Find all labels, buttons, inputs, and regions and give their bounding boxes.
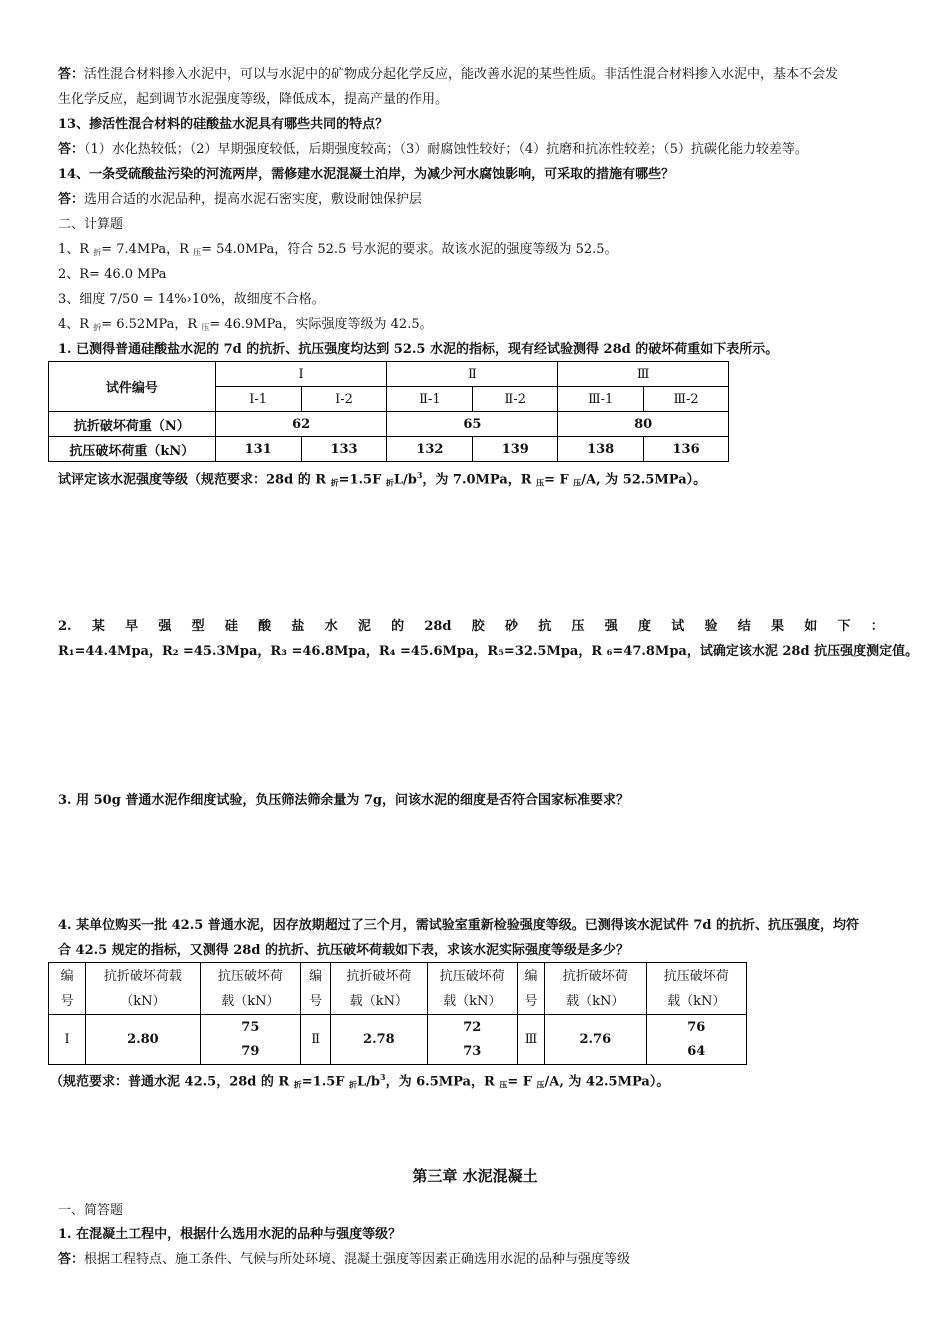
justified-word: 抗 [538, 619, 552, 634]
table-row [49, 412, 729, 437]
answer-label: 答： [58, 1252, 85, 1267]
problem-1: 1. 已测得普通硅酸盐水泥的 7d 的抗折、抗压强度均达到 52.5 水泥的指标，现有经试验测得 28d 的破坏荷重如下表所示。 [58, 342, 779, 357]
problem-4-line-1: 4. 某单位购买一批 42.5 普通水泥，因存放期超过了三个月，需试验室重新检验强度等级。已测得该水泥试件 7d 的抗折、抗压强度，均符 [58, 918, 859, 933]
specimen-header: Ⅲ-2 [644, 387, 729, 412]
table-cell: 132 [387, 437, 473, 462]
row-label: 抗折破坏荷重（N） [49, 412, 216, 437]
table-cell: 138 [558, 437, 644, 462]
answer-14 [58, 187, 898, 212]
table-cell: 65 [387, 412, 558, 437]
justified-word: 盐 [291, 619, 305, 634]
justified-word: 型 [191, 619, 205, 634]
table-cell: 139 [473, 437, 558, 462]
table-cell: 133 [301, 437, 387, 462]
specimen-header: Ⅱ-1 [387, 387, 473, 412]
answer-text: 选用合适的水泥品种，提高水泥石密实度，敷设耐蚀保护层 [84, 192, 423, 207]
table-cell: 62 [215, 412, 387, 437]
justified-word: 结 [737, 619, 751, 634]
justified-word: 强 [604, 619, 618, 634]
calc-answer-4: 4、R 折= 6.52MPa，R 压= 46.9MPa，实际强度等级为 42.5。 [58, 317, 433, 332]
answer-text: （1）水化热较低；（2）早期强度较低，后期强度较高；（3）耐腐蚀性较好；（4）抗磨和抗冻性较差；（5）抗碳化能力较差等。 [84, 142, 808, 157]
justified-word: 2. [58, 619, 72, 634]
justified-word: 早 [125, 619, 139, 634]
table-corner-header: 试件编号 [49, 362, 216, 412]
answer-label: 答： [58, 192, 85, 207]
header-comp: 抗压破坏荷 载（kN） [646, 963, 747, 1015]
justified-word: 验 [704, 619, 718, 634]
justified-word: 酸 [258, 619, 272, 634]
row-label: 抗压破坏荷重（kN） [49, 437, 216, 462]
chapter-answer-1 [58, 1247, 898, 1272]
problem-4-line-2: 合 42.5 规定的指标，又测得 28d 的抗折、抗压破坏荷载如下表，求该水泥实际强度等级是多少？ [58, 943, 629, 958]
header-flex: 抗折破坏荷 载（kN） [331, 963, 427, 1015]
problem-4-requirement: （规范要求：普通水泥 42.5，28d 的 R 折=1.5F 折$L/b^3$，为 6.5MPa，R 压= F 压/A, 为 42.5MPa）。 [50, 1072, 670, 1090]
specimen-header: Ⅲ-1 [558, 387, 644, 412]
justified-word: 砂 [504, 619, 518, 634]
justified-word: ： [870, 619, 884, 634]
justified-word: 压 [571, 619, 585, 634]
answer-text: 根据工程特点、施工条件、气候与所处环境、混凝土强度等因素正确选用水泥的品种与强度等级 [84, 1252, 631, 1267]
load-table-1 [48, 361, 729, 462]
table-cell: 80 [558, 412, 729, 437]
header-id: 编 号 [49, 963, 86, 1015]
answer-label: 答： [58, 142, 85, 157]
answer-label: 答： [58, 67, 85, 82]
flex-value: 2.76 [545, 1015, 646, 1065]
answer-text: 活性混合材料掺入水泥中，可以与水泥中的矿物成分起化学反应，能改善水泥的某些性质。非活性混合材料掺入水泥中，基本不会发 [84, 67, 839, 82]
chapter-question-1: 1. 在混凝土工程中，根据什么选用水泥的品种与强度等级？ [58, 1227, 402, 1242]
table-cell: 136 [644, 437, 729, 462]
justified-word: 泥 [357, 619, 371, 634]
comp-values: 75 79 [200, 1015, 300, 1065]
problem-3: 3. 用 50g 普通水泥作细度试验，负压筛法筛余量为 7g，问该水泥的细度是否符合国家标准要求？ [58, 793, 629, 808]
section-calc-heading: 二、计算题 [58, 217, 124, 232]
justified-line [58, 614, 884, 639]
row-id: Ⅰ [49, 1015, 86, 1065]
answer-13 [58, 137, 898, 162]
header-flex: 抗折破坏荷 载（kN） [545, 963, 646, 1015]
problem-2-line-2: R₁=44.4Mpa，R₂ =45.3Mpa，R₃ =46.8Mpa，R₄ =45.6Mpa，R₅=32.5Mpa，R ₆=47.8Mpa，试确定该水泥 28d 抗压强度测定值。 [58, 644, 919, 659]
header-comp: 抗压破坏荷 载（kN） [427, 963, 517, 1015]
header-flex: 抗折破坏荷载 （kN） [86, 963, 200, 1015]
row-id: Ⅲ [517, 1015, 544, 1065]
justified-word: 试 [671, 619, 685, 634]
load-table-2 [48, 962, 747, 1065]
question-14: 14、一条受硫酸盐污染的河流两岸，需修建水泥混凝土泊岸，为减少河水腐蚀影响，可采取的措施有哪些？ [58, 167, 675, 182]
question-13: 13、掺活性混合材料的硅酸盐水泥具有哪些共同的特点？ [58, 117, 389, 132]
justified-word: 胶 [471, 619, 485, 634]
justified-word: 强 [158, 619, 172, 634]
table-row [49, 437, 729, 462]
group-header: Ⅰ [215, 362, 387, 387]
justified-word: 如 [804, 619, 818, 634]
header-id: 编 号 [517, 963, 544, 1015]
group-header: Ⅱ [387, 362, 558, 387]
row-id: Ⅱ [301, 1015, 331, 1065]
answer-line-1 [58, 62, 898, 87]
calc-answer-1: 1、R 折= 7.4MPa，R 压= 54.0MPa，符合 52.5 号水泥的要求。故该水泥的强度等级为 52.5。 [58, 242, 618, 257]
header-id: 编 号 [301, 963, 331, 1015]
justified-word: 度 [637, 619, 651, 634]
table-row [49, 1015, 747, 1065]
calc-answer-3: 3、细度 7/50 = 14%›10%，故细度不合格。 [58, 292, 325, 307]
flex-value: 2.78 [331, 1015, 427, 1065]
flex-value: 2.80 [86, 1015, 200, 1065]
justified-word: 某 [91, 619, 105, 634]
chapter-title: 第三章 水泥混凝土 [412, 1167, 538, 1185]
justified-word: 的 [391, 619, 405, 634]
answer-line-2: 生化学反应，起到调节水泥强度等级，降低成本，提高产量的作用。 [58, 92, 449, 107]
justified-word: 28d [424, 619, 452, 634]
specimen-header: Ⅰ-2 [301, 387, 387, 412]
table-cell: 131 [215, 437, 301, 462]
specimen-header: Ⅱ-2 [473, 387, 558, 412]
calc-answer-2: 2、R= 46.0 MPa [58, 267, 167, 282]
header-comp: 抗压破坏荷 载（kN） [200, 963, 300, 1015]
justified-word: 果 [770, 619, 784, 634]
justified-word: 下 [837, 619, 851, 634]
comp-values: 72 73 [427, 1015, 517, 1065]
justified-word: 硅 [224, 619, 238, 634]
comp-values: 76 64 [646, 1015, 747, 1065]
group-header: Ⅲ [558, 362, 729, 387]
problem-1-requirement: 试评定该水泥强度等级（规范要求：28d 的 R 折=1.5F 折$L/b^3$，为 7.0MPa，R 压= F 压/A, 为 52.5MPa）。 [58, 470, 707, 488]
specimen-header: Ⅰ-1 [215, 387, 301, 412]
section-short-answer-heading: 一、简答题 [58, 1203, 124, 1218]
justified-word: 水 [324, 619, 338, 634]
problem-2-line-1 [58, 614, 898, 639]
